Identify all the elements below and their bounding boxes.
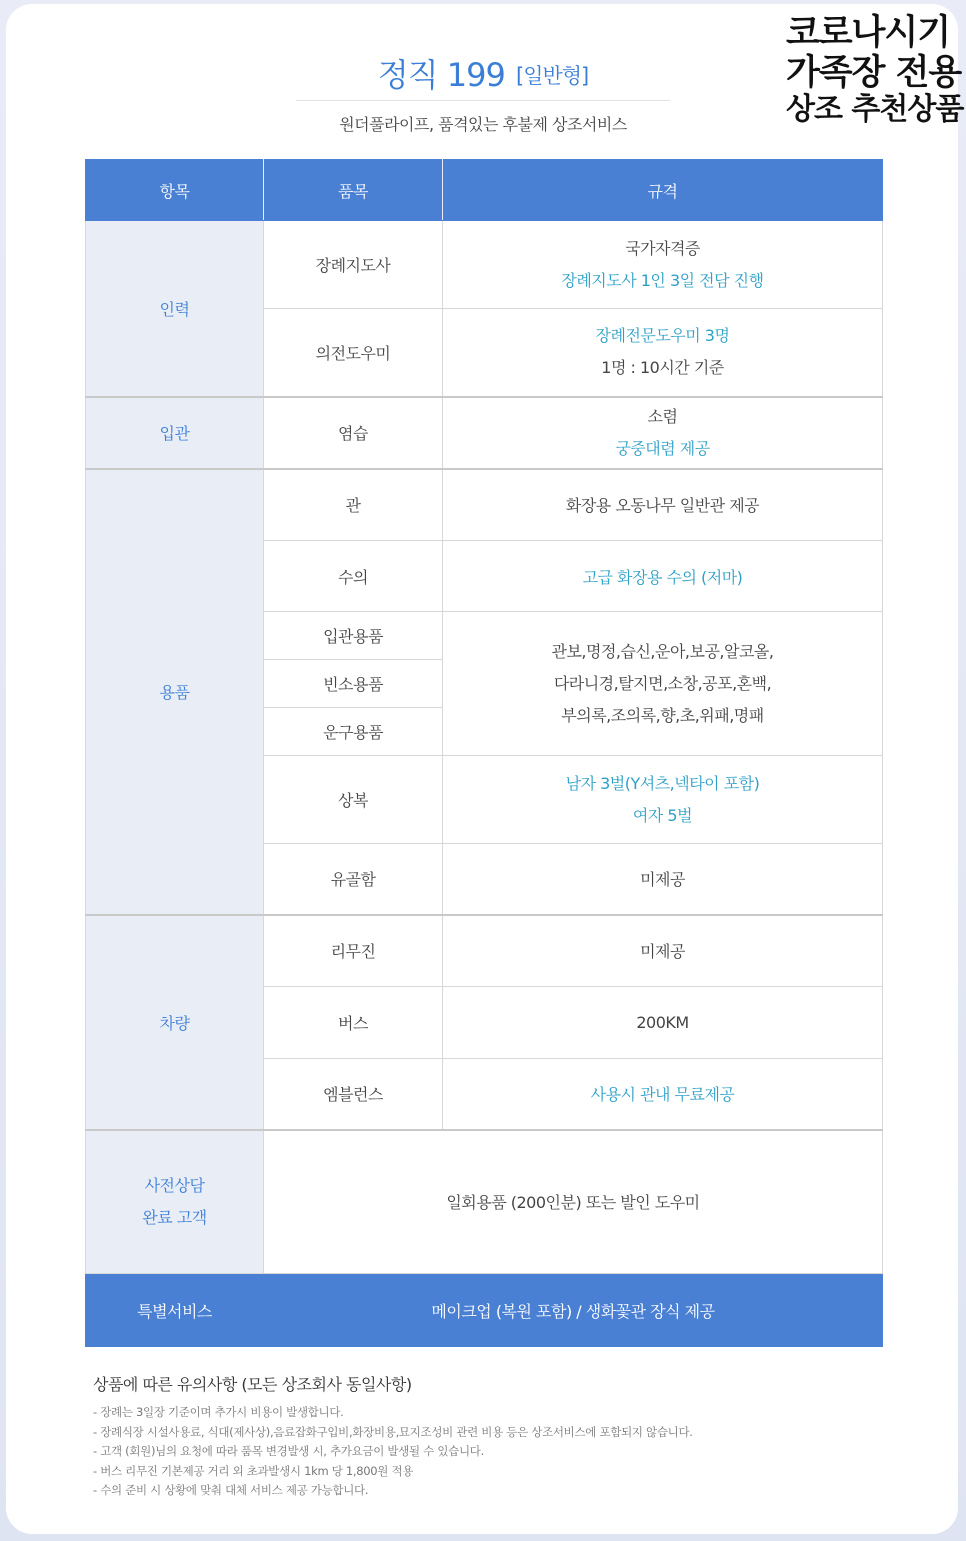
spec-ambulance: 사용시 관내 무료제공 (443, 1059, 883, 1130)
title-divider (296, 100, 670, 101)
item-bus: 버스 (264, 987, 443, 1059)
item-altar-supplies: 빈소용품 (264, 660, 443, 708)
note-item: - 버스 리무진 기본제공 거리 외 초과발생시 1km 당 1,800원 적용 (93, 1463, 414, 1478)
column-header-spec: 규격 (443, 160, 883, 221)
table-row (86, 469, 883, 541)
note-item: - 장례식장 시설사용료, 식대(제사상),음료잡화구입비,화장비용,묘지조성비 관련 비용 등은 상조서비스에 포함되지 않습니다. (93, 1424, 693, 1439)
item-limousine: 리무진 (264, 915, 443, 987)
spec-director: 국가자격증 장례지도사 1인 3일 전담 진행 (443, 221, 883, 309)
item-helper: 의전도우미 (264, 309, 443, 397)
item-mourning: 상복 (264, 756, 443, 844)
product-title-main: 정직 199 (377, 56, 505, 94)
table-header-row (86, 160, 883, 221)
notes-heading: 상품에 따른 유의사항 (모든 상조회사 동일사항) (93, 1375, 412, 1394)
table-row (86, 221, 883, 309)
spec-shroud: 고급 화장용 수의 (저마) (443, 541, 883, 612)
item-encoffin-supplies: 입관용품 (264, 612, 443, 660)
note-item: - 장례는 3일장 기준이며 추가시 비용이 발생합니다. (93, 1405, 344, 1419)
special-service-label: 특별서비스 (86, 1274, 264, 1347)
note-item: - 수의 준비 시 상황에 맞춰 대체 서비스 제공 가능합니다. (93, 1483, 369, 1497)
item-ambulance: 엠블런스 (264, 1059, 443, 1130)
spec-bus: 200KM (443, 987, 883, 1059)
special-service-value: 메이크업 (복원 포함) / 생화꽃관 장식 제공 (264, 1274, 883, 1347)
column-header-item: 품목 (264, 160, 443, 221)
badge-line-3: 상조 추천상품 (786, 92, 964, 128)
badge-line-2: 가족장 전용 (786, 52, 962, 93)
spec-limousine: 미제공 (443, 915, 883, 987)
column-header-category: 항목 (86, 160, 264, 221)
category-vehicle: 차량 (86, 915, 264, 1130)
spec-table (85, 159, 883, 1347)
item-carry-supplies: 운구용품 (264, 708, 443, 756)
special-service-row (86, 1274, 883, 1347)
spec-yeomseup: 소렴 궁중대렴 제공 (443, 397, 883, 469)
spec-mourning: 남자 3벌(Y셔츠,넥타이 포함) 여자 5벌 (443, 756, 883, 844)
category-consult: 사전상담 완료 고객 (86, 1130, 264, 1274)
spec-supplies: 관보,명정,습신,운아,보공,알코올, 다라니경,탈지면,소창,공포,혼백, 부의록,조의록,향,초,위패,명패 (443, 612, 883, 756)
table-row (86, 397, 883, 469)
item-shroud: 수의 (264, 541, 443, 612)
category-encoffin: 입관 (86, 397, 264, 469)
spec-helper: 장례전문도우미 3명 1명 : 10시간 기준 (443, 309, 883, 397)
spec-consult: 일회용품 (200인분) 또는 발인 도우미 (264, 1130, 883, 1274)
badge-line-1: 코로나시기 (786, 13, 951, 53)
category-personnel: 인력 (86, 221, 264, 397)
item-yeomseup: 염습 (264, 397, 443, 469)
product-title (0, 50, 966, 96)
item-urn: 유골함 (264, 844, 443, 915)
product-title-type: [일반형] (516, 64, 589, 88)
spec-urn: 미제공 (443, 844, 883, 915)
note-item: - 고객 (회원)님의 요청에 따라 품목 변경발생 시, 추가요금이 발생될 수 있습니다. (93, 1444, 484, 1458)
item-director: 장례지도사 (264, 221, 443, 309)
category-supplies: 용품 (86, 469, 264, 915)
product-subtitle: 원더풀라이프, 품격있는 후불제 상조서비스 (339, 115, 627, 134)
spec-coffin: 화장용 오동나무 일반관 제공 (443, 469, 883, 541)
item-coffin: 관 (264, 469, 443, 541)
notes-section (93, 1372, 913, 1501)
table-row (86, 1130, 883, 1274)
table-row (86, 915, 883, 987)
